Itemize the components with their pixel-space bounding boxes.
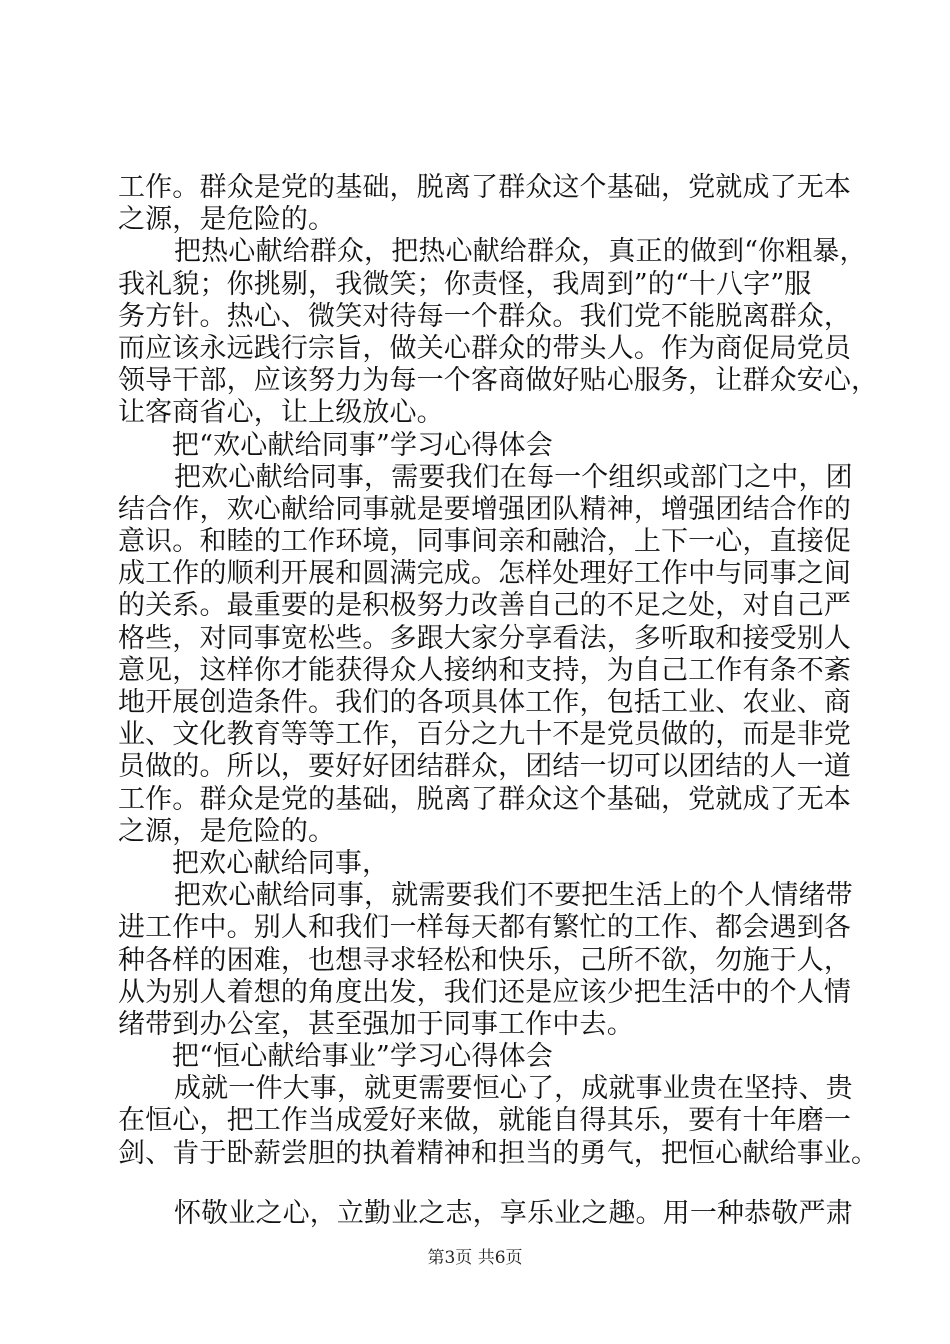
page-footer bbox=[0, 1248, 950, 1268]
page-indicator: 第3页 共6页 bbox=[427, 1248, 523, 1268]
text-line: 之源，是危险的。 bbox=[118, 815, 336, 847]
section-heading: 把“恒心献给事业”学习心得体会 bbox=[172, 1041, 553, 1073]
text-line: 绪带到办公室，甚至强加于同事工作中去。 bbox=[118, 1008, 634, 1040]
text-line: 在恒心，把工作当成爱好来做，就能自得其乐，要有十年磨一 bbox=[118, 1105, 852, 1137]
text-line: 从为别人着想的角度出发，我们还是应该少把生活中的个人情 bbox=[118, 976, 852, 1008]
text-line: 结合作，欢心献给同事就是要增强团队精神，增强团结合作的 bbox=[118, 493, 852, 525]
text-line: 意见，这样你才能获得众人接纳和支持，为自己工作有条不紊 bbox=[118, 654, 852, 686]
paragraph-start: 把欢心献给同事，需要我们在每一个组织或部门之中，团 bbox=[174, 461, 853, 493]
text-line: 之源，是危险的。 bbox=[118, 204, 336, 236]
text-line: 务方针。热心、微笑对待每一个群众。我们党不能脱离群众， bbox=[118, 300, 852, 332]
text-line: 格些，对同事宽松些。多跟大家分享看法，多听取和接受别人 bbox=[118, 622, 852, 654]
paragraph-start: 怀敬业之心，立勤业之志，享乐业之趣。用一种恭敬严肃 bbox=[174, 1197, 853, 1229]
document-body bbox=[118, 172, 879, 1230]
text-line: 领导干部，应该努力为每一个客商做好贴心服务，让群众安心， bbox=[118, 365, 879, 397]
text-line: 剑、肯于卧薪尝胆的执着精神和担当的勇气，把恒心献给事业。 bbox=[118, 1137, 879, 1169]
text-line: 意识。和睦的工作环境，同事间亲和融洽，上下一心，直接促 bbox=[118, 526, 852, 558]
section-heading: 把“欢心献给同事”学习心得体会 bbox=[172, 429, 553, 461]
text-line: 成工作的顺利开展和圆满完成。怎样处理好工作中与同事之间 bbox=[118, 558, 852, 590]
text-line: 我礼貌；你挑剔，我微笑；你责怪，我周到”的“十八字”服 bbox=[118, 268, 812, 300]
text-line: 工作。群众是党的基础，脱离了群众这个基础，党就成了无本 bbox=[118, 783, 852, 815]
text-line: 业、文化教育等等工作，百分之九十不是党员做的，而是非党 bbox=[118, 719, 852, 751]
text-line: 的关系。最重要的是积极努力改善自己的不足之处，对自己严 bbox=[118, 590, 852, 622]
text-line: 地开展创造条件。我们的各项具体工作，包括工业、农业、商 bbox=[118, 687, 852, 718]
paragraph-start: 把热心献给群众，把热心献给群众，真正的做到“你粗暴， bbox=[174, 236, 867, 268]
text-line: 进工作中。别人和我们一样每天都有繁忙的工作、都会遇到各 bbox=[118, 912, 852, 944]
paragraph-start: 成就一件大事，就更需要恒心了，成就事业贵在坚持、贵 bbox=[174, 1073, 853, 1105]
text-line: 员做的。所以，要好好团结群众，团结一切可以团结的人一道 bbox=[118, 751, 852, 783]
section-heading: 把欢心献给同事， bbox=[172, 847, 390, 879]
text-line: 工作。群众是党的基础，脱离了群众这个基础，党就成了无本 bbox=[118, 172, 852, 203]
text-line: 种各样的困难，也想寻求轻松和快乐，己所不欲，勿施于人， bbox=[118, 944, 852, 976]
paragraph-start: 把欢心献给同事，就需要我们不要把生活上的个人情绪带 bbox=[174, 880, 853, 912]
text-line: 让客商省心，让上级放心。 bbox=[118, 397, 444, 429]
text-line: 而应该永远践行宗旨，做关心群众的带头人。作为商促局党员 bbox=[118, 332, 852, 364]
paragraph-gap bbox=[118, 1170, 838, 1198]
